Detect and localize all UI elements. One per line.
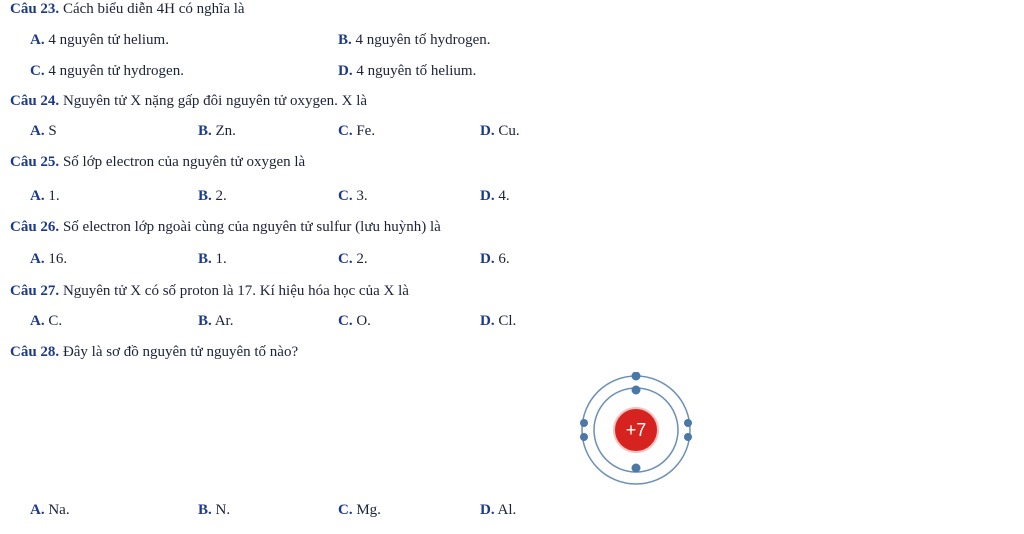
electron [632,386,641,395]
question-26 [10,218,441,236]
question-number: Câu 27. [10,283,60,299]
q23-option-b[interactable]: B. 4 nguyên tố hydrogen. [338,32,491,48]
question-number: Câu 24. [10,93,60,109]
question-text: Số lớp electron của nguyên tử oxygen là [62,154,306,170]
q25-option-d[interactable]: D. 4. [480,188,510,204]
electron [684,419,692,427]
question-23 [10,0,245,18]
q27-option-a[interactable]: A. C. [30,313,63,329]
q23-option-a[interactable]: A. 4 nguyên tử helium. [30,32,169,48]
question-text: Số electron lớp ngoài cùng của nguyên tử sulfur (lưu huỳnh) là [62,219,441,235]
question-text: Cách biểu diễn 4H có nghĩa là [62,1,245,17]
question-text: Nguyên tử X có số proton là 17. Kí hiệu hóa học của X là [62,283,409,299]
question-number: Câu 25. [10,154,60,170]
q24-option-b[interactable]: B. Zn. [198,123,236,139]
electron [580,419,588,427]
q23-option-d[interactable]: D. 4 nguyên tố helium. [338,63,477,79]
q24-option-d[interactable]: D. Cu. [480,123,520,139]
q28-option-c[interactable]: C. Mg. [338,502,381,518]
q25-option-b[interactable]: B. 2. [198,188,227,204]
question-28 [10,343,298,361]
question-number: Câu 28. [10,344,60,360]
question-number: Câu 26. [10,219,60,235]
q27-option-b[interactable]: B. Ar. [198,313,234,329]
q23-option-c[interactable]: C. 4 nguyên tử hydrogen. [30,63,184,79]
q24-option-a[interactable]: A. S [30,123,57,139]
q26-option-a[interactable]: A. 16. [30,251,68,267]
q28-option-d[interactable]: D. Al. [480,502,517,518]
q27-option-d[interactable]: D. Cl. [480,313,517,329]
question-text: Nguyên tử X nặng gấp đôi nguyên tử oxygen. X là [62,93,368,109]
q27-option-c[interactable]: C. O. [338,313,371,329]
question-27 [10,282,409,300]
electron [632,372,641,381]
question-text: Đây là sơ đồ nguyên tử nguyên tố nào? [62,344,299,360]
q26-option-c[interactable]: C. 2. [338,251,368,267]
atom-diagram [578,372,694,488]
q26-option-b[interactable]: B. 1. [198,251,227,267]
q28-option-a[interactable]: A. Na. [30,502,70,518]
q26-option-d[interactable]: D. 6. [480,251,510,267]
question-24 [10,92,367,110]
q25-option-c[interactable]: C. 3. [338,188,368,204]
q24-option-c[interactable]: C. Fe. [338,123,376,139]
electron [684,433,692,441]
question-25 [10,153,305,171]
electron [632,464,641,473]
q28-option-b[interactable]: B. N. [198,502,231,518]
electron [580,433,588,441]
q25-option-a[interactable]: A. 1. [30,188,60,204]
question-number: Câu 23. [10,1,60,17]
nucleus-label: +7 [625,420,647,440]
